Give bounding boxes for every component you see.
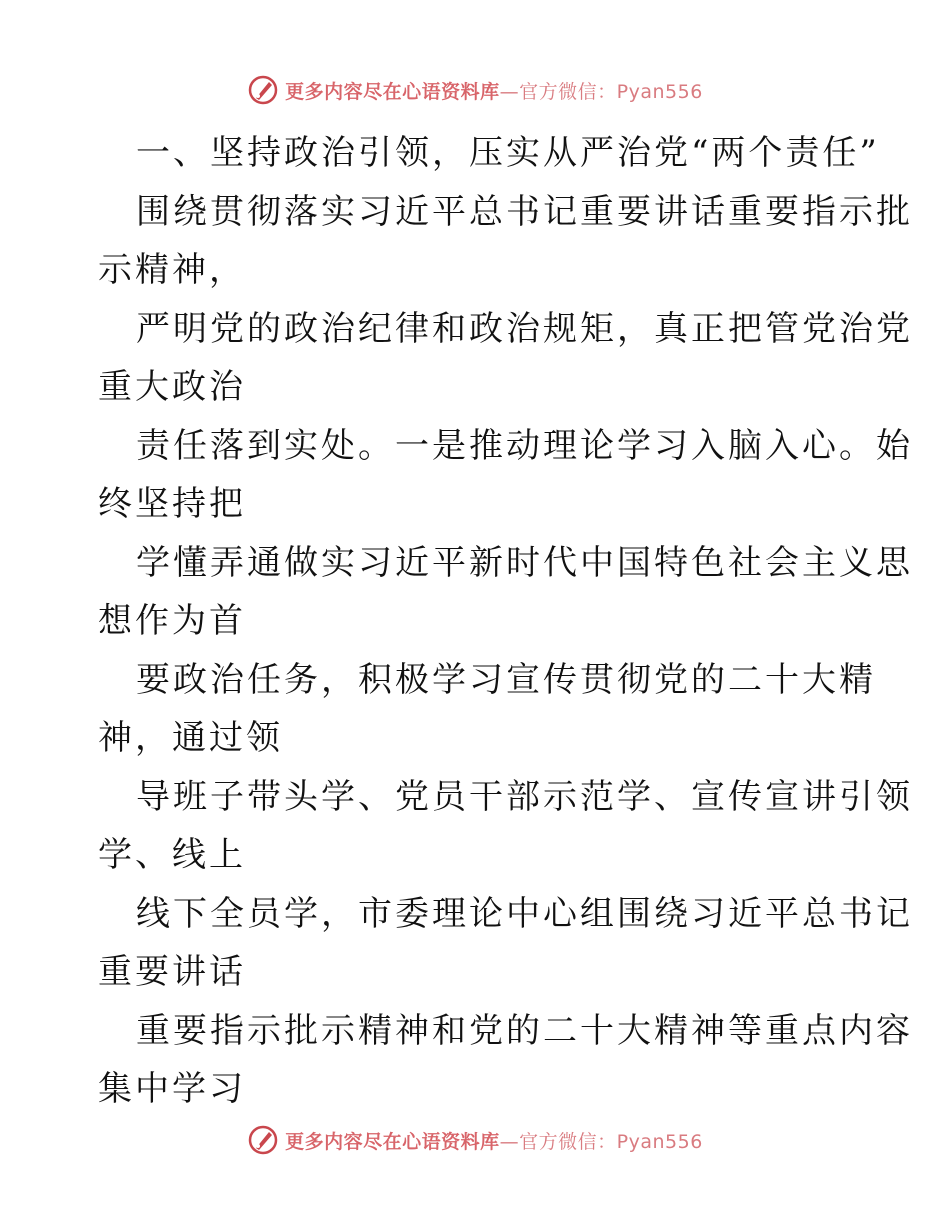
text-line: 集中学习 [98,1069,246,1109]
text-line: 重大政治 [98,367,246,407]
text-line: 导班子带头学、党员干部示范学、宣传宣讲引领 [136,776,913,817]
text-line: 责任落到实处。一是推动理论学习入脑入心。始 [136,425,913,466]
header-watermark-banner [0,70,950,110]
text-line: 终坚持把 [98,484,246,524]
text-line: 一、坚持政治引领，压实从严治党“两个责任” [136,133,880,173]
header-banner-text [285,77,703,104]
text-line: 学懂弄通做实习近平新时代中国特色社会主义思 [136,542,913,583]
text-line: 要政治任务，积极学习宣传贯彻党的二十大精 [136,659,876,700]
text-line: 重要讲话 [98,952,246,992]
pen-circle-icon [247,74,279,106]
text-line: 线下全员学，市委理论中心组围绕习近平总书记 [136,893,913,934]
text-line: 学、线上 [98,835,246,875]
text-line: 严明党的政治纪律和政治规矩，真正把管党治党 [136,308,913,349]
document-body [98,124,913,1119]
text-line: 神，通过领 [98,718,283,758]
text-line: 围绕贯彻落实习近平总书记重要讲话重要指示批 [136,191,913,232]
footer-watermark-banner [0,1120,950,1160]
footer-banner-sub: —官方微信：Pyan556 [499,1130,703,1153]
text-line: 重要指示批示精神和党的二十大精神等重点内容 [136,1010,913,1051]
text-line: 示精神， [98,250,246,290]
footer-banner-text [285,1127,703,1154]
header-banner-sub: —官方微信：Pyan556 [499,80,703,103]
text-line: 想作为首 [98,601,246,641]
header-banner-main: 更多内容尽在心语资料库 [285,80,500,103]
pen-circle-icon [247,1124,279,1156]
footer-banner-main: 更多内容尽在心语资料库 [285,1130,500,1153]
